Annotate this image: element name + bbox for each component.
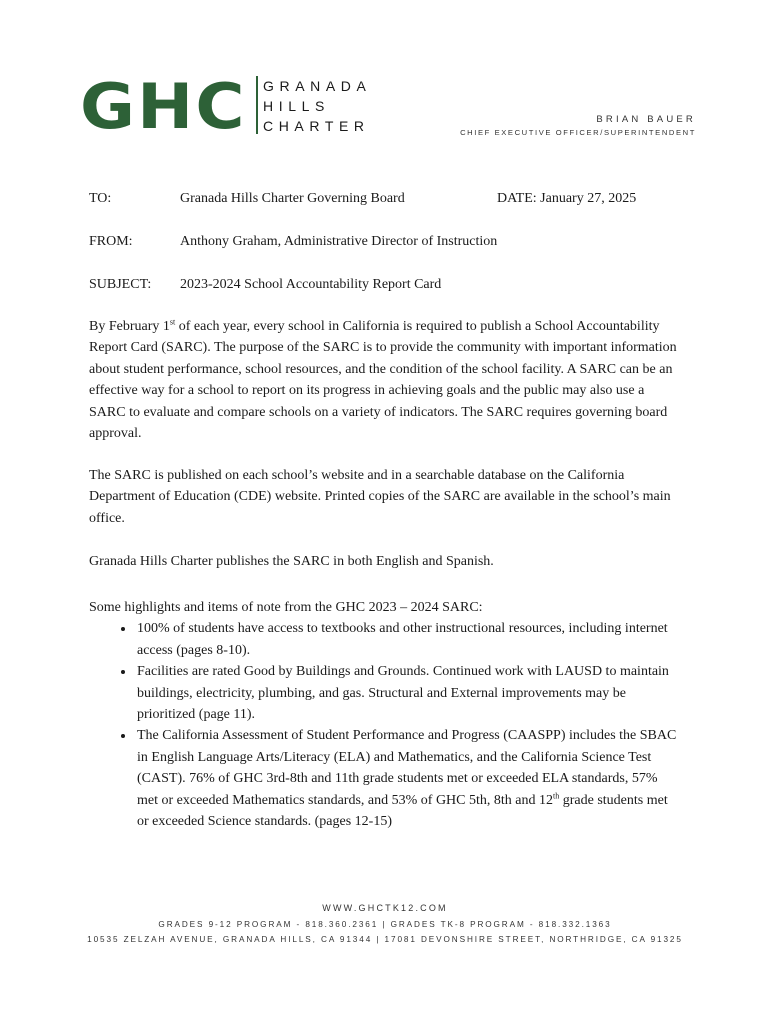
text-run: By February 1 bbox=[89, 319, 170, 334]
ceo-name: BRIAN BAUER bbox=[596, 114, 696, 125]
memo-date: DATE: January 27, 2025 bbox=[497, 191, 637, 206]
highlight-item: • 100% of students have access to textbooks and other instructional resources, including internet access (pages 8-10). bbox=[135, 618, 681, 661]
highlight-item: • Facilities are rated Good by Buildings and Grounds. Continued work with LAUSD to maintain buildings, electricity, plumbing, and gas. Structural and External improvements may be prioritized (page 11). bbox=[135, 661, 681, 725]
text-run: of each year, every school in California is required to publish a School Accountability Report Card (SARC). The purpose of the SARC is to provide the community with important information about student performance, school resources, and the condition of the school facility. A SARC can be an effective way for a school to report on its progress in achieving goals and the public may also use a SARC to evaluate and compare schools on a variety of indicators. The SARC requires governing board approval. bbox=[89, 319, 677, 442]
to-label: TO: bbox=[89, 191, 112, 206]
from-value: Anthony Graham, Administrative Director of Instruction bbox=[180, 234, 498, 249]
ceo-block bbox=[460, 113, 696, 139]
logo-wordmark bbox=[263, 76, 371, 136]
subject-value: 2023-2024 School Accountability Report Card bbox=[180, 277, 442, 292]
ceo-title: CHIEF EXECUTIVE OFFICER/SUPERINTENDENT bbox=[460, 128, 696, 137]
logo-divider bbox=[256, 76, 258, 134]
footer-phones: GRADES 9-12 PROGRAM - 818.360.2361 | GRADES TK-8 PROGRAM - 818.332.1363 bbox=[158, 920, 612, 929]
paragraph-languages: Granada Hills Charter publishes the SARC in both English and Spanish. bbox=[89, 554, 494, 569]
logo-word: CHARTER bbox=[263, 118, 370, 134]
superscript: st bbox=[169, 317, 176, 327]
text-run: The California Assessment of Student Performance and Progress (CAASPP) includes the SBAC in English Language Arts/Literacy (ELA) and Mathematics, and the California Science Test (CAST). 76% of GHC 3rd-8th and 11th grade students met or exceeded ELA standards, 57% met or exceeded Mathematics standards, and 53% of GHC 5th, 8th and 12 bbox=[137, 728, 677, 808]
paragraph-sarc-publication: The SARC is published on each school’s website and in a searchable database on the California Department of Education (CDE) website. Printed copies of the SARC are available in the school’s main office. bbox=[89, 468, 671, 526]
highlights-intro: Some highlights and items of note from the GHC 2023 – 2024 SARC: bbox=[89, 600, 483, 615]
logo-mark: GHC bbox=[80, 70, 247, 143]
footer-website: WWW.GHCTK12.COM bbox=[322, 903, 448, 913]
footer-addresses: 10535 ZELZAH AVENUE, GRANADA HILLS, CA 91344 | 17081 DEVONSHIRE STREET, NORTHRIDGE, CA 91325 bbox=[87, 935, 683, 944]
highlights-section bbox=[89, 597, 681, 832]
logo-word: GRANADA bbox=[263, 78, 372, 94]
from-label: FROM: bbox=[89, 234, 133, 249]
paragraph-sarc-purpose bbox=[89, 316, 681, 444]
logo-word: HILLS bbox=[263, 98, 330, 114]
text-run: grade students met or exceeded Science standards. (pages 12-15) bbox=[137, 792, 668, 830]
superscript: th bbox=[553, 791, 560, 800]
highlight-item bbox=[135, 725, 681, 832]
highlights-list bbox=[89, 618, 681, 832]
subject-label: SUBJECT: bbox=[89, 277, 152, 292]
to-value: Granada Hills Charter Governing Board bbox=[180, 191, 405, 206]
